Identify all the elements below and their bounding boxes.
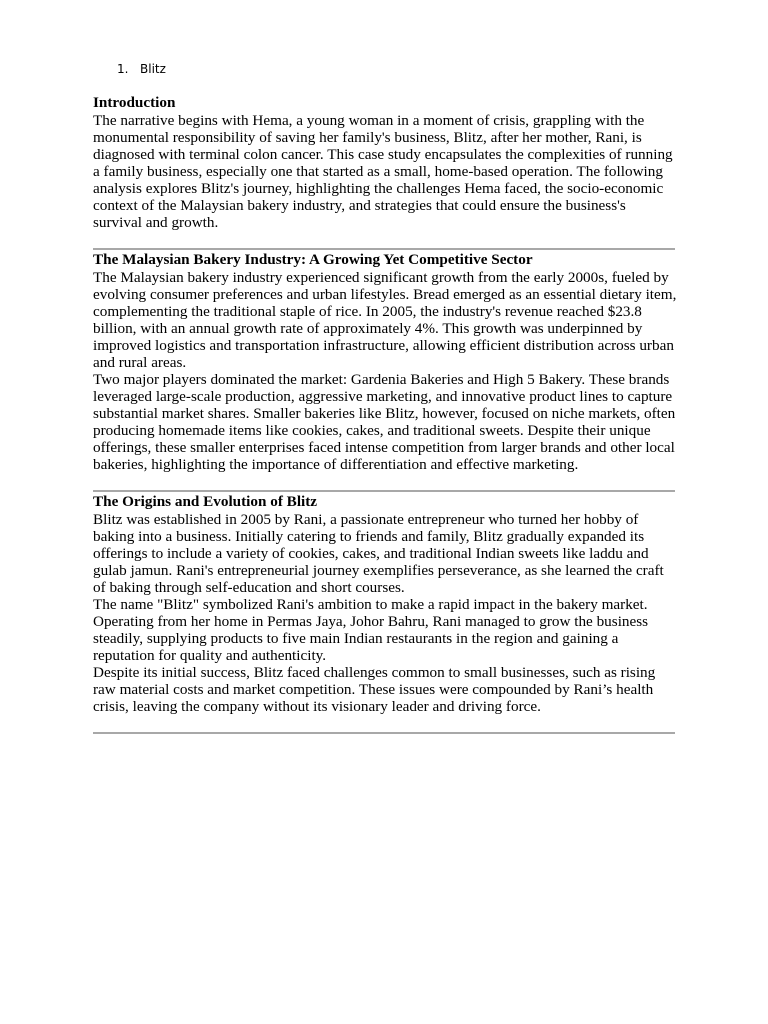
paragraph: Despite its initial success, Blitz faced challenges common to small businesses, such as rising raw material costs and market competition. These issues were compounded by Rani’s health crisis, leaving the company without its visionary leader and driving force. [93, 664, 656, 715]
document-body [93, 93, 677, 734]
list-item-label: Blitz [140, 62, 166, 76]
paragraph: The Malaysian bakery industry experienced significant growth from the early 2000s, fueled by evolving consumer preferences and urban lifestyles. Bread emerged as an essential dietary item, complementing the traditional staple of rice. In 2005, the industry's revenue reached $23.8 billion, with an annual growth rate of approximately 4%. This growth was underpinned by improved logistics and transportation infrastructure, allowing efficient distribution across urban and rural areas. [93, 269, 677, 371]
section-heading-bakery-industry: The Malaysian Bakery Industry: A Growing Yet Competitive Sector [93, 251, 533, 268]
paragraph: Two major players dominated the market: Gardenia Bakeries and High 5 Bakery. These brands leveraged large-scale production, aggressive marketing, and innovative product lines to capture substantial market shares. Smaller bakeries like Blitz, however, focused on niche markets, often producing homemade items like cookies, cakes, and traditional sweets. Despite their unique offerings, these smaller enterprises faced intense competition from larger brands and other local bakeries, highlighting the importance of differentiation and effective marketing. [93, 371, 676, 473]
paragraph: The name "Blitz" symbolized Rani's ambition to make a rapid impact in the bakery market. Operating from her home in Permas Jaya, Johor Bahru, Rani managed to grow the business steadily, supplying products to five main Indian restaurants in the region and gaining a reputation for quality and authenticity. [93, 596, 649, 664]
paragraph: Blitz was established in 2005 by Rani, a passionate entrepreneur who turned her hobby of baking into a business. Initially catering to friends and family, Blitz gradually expanded its offerings to include a variety of cookies, cakes, and traditional Indian sweets like laddu and gulab jamun. Rani's entrepreneurial journey exemplifies perseverance, as she learned the craft of baking through self-education and short courses. [93, 511, 664, 596]
list-number: 1. [117, 62, 129, 76]
paragraph: The narrative begins with Hema, a young woman in a moment of crisis, grappling with the monumental responsibility of saving her family's business, Blitz, after her mother, Rani, is diagnosed with terminal colon cancer. This case study encapsulates the complexities of running a family business, especially one that started as a small, home-based operation. The following analysis explores Blitz's journey, highlighting the challenges Hema faced, the socio-economic context of the Malaysian bakery industry, and strategies that could ensure the business's survival and growth. [93, 112, 673, 231]
section-heading-origins: The Origins and Evolution of Blitz [93, 493, 318, 510]
horizontal-rule [93, 732, 675, 734]
numbered-list-item [117, 61, 166, 77]
section-heading-introduction: Introduction [93, 94, 176, 111]
